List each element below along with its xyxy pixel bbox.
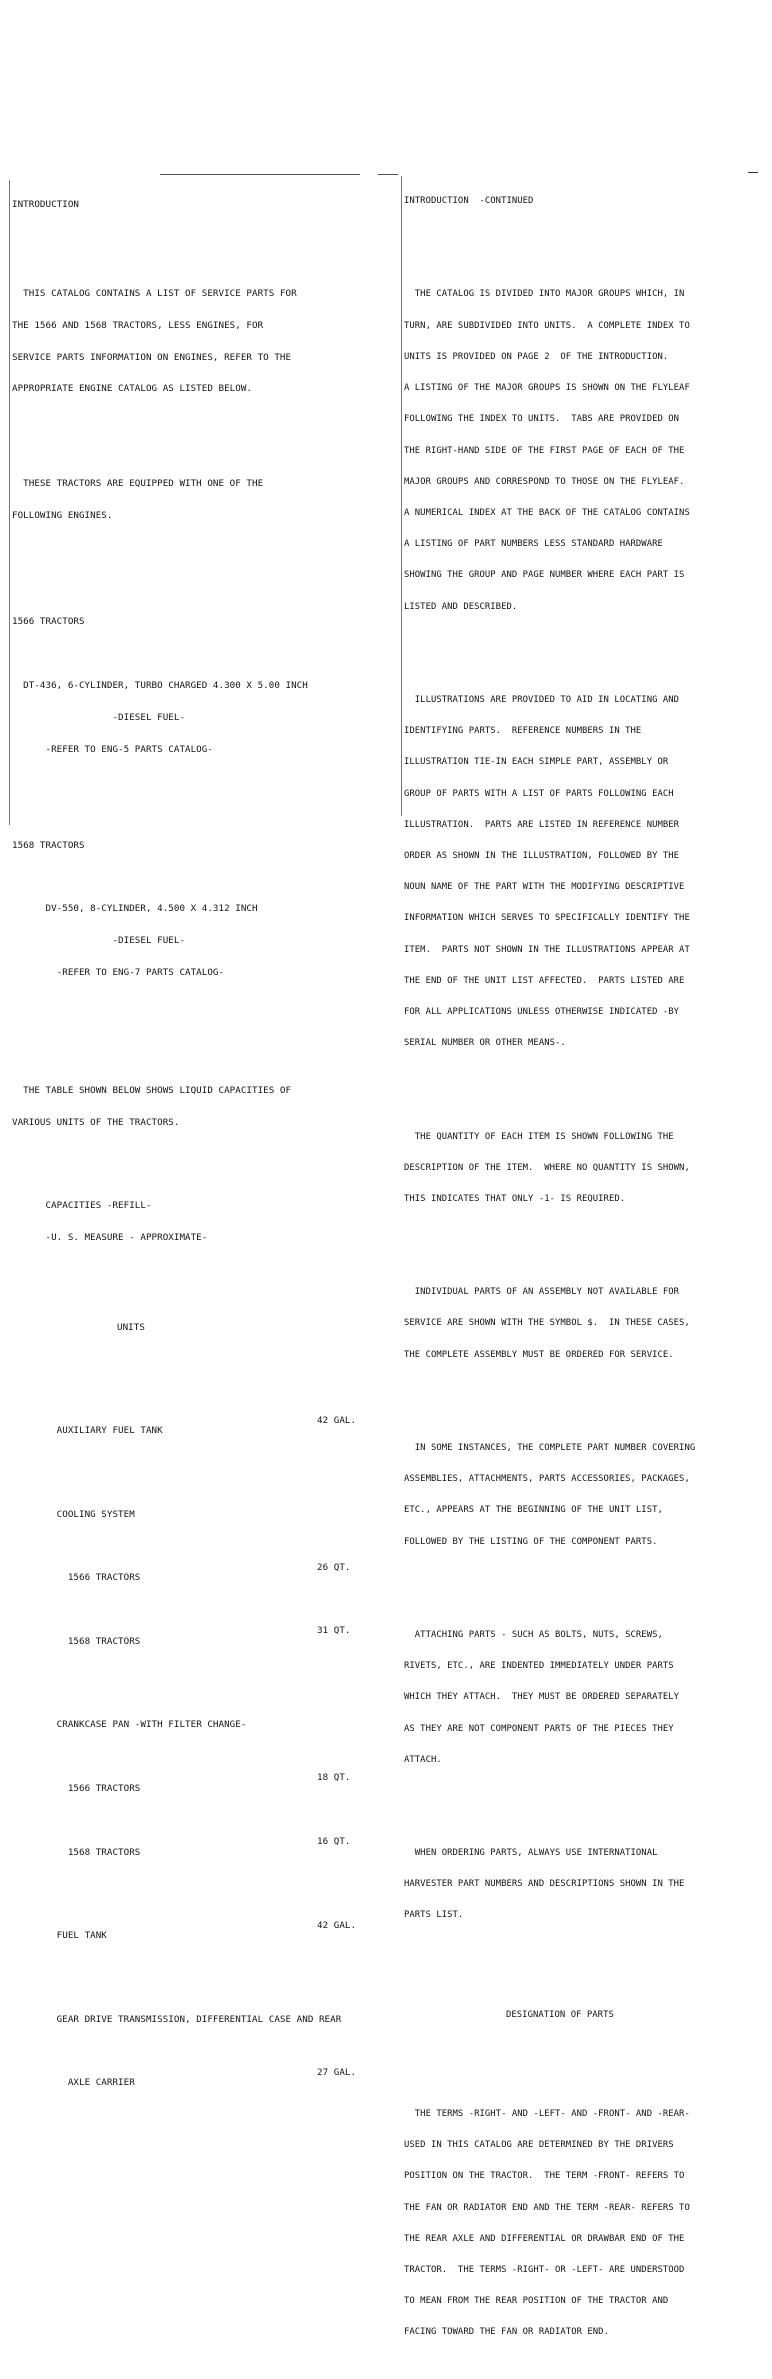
text-line: FOLLOWING ENGINES.: [12, 510, 113, 522]
text-line: FOLLOWED BY THE LISTING OF THE COMPONENT PARTS.: [404, 1536, 658, 1547]
capacity-name: 1566 TRACTORS: [56, 1572, 141, 1584]
text-line: THE TABLE SHOWN BELOW SHOWS LIQUID CAPACITIES OF: [12, 1084, 292, 1096]
capacity-name: AXLE CARRIER: [56, 2077, 135, 2089]
text-line: THIS CATALOG CONTAINS A LIST OF SERVICE PARTS FOR: [12, 287, 297, 299]
table-row: [12, 1414, 357, 1458]
capacity-value: 18 QT.: [317, 1772, 351, 1784]
table-row: [12, 1499, 341, 1541]
text-line: ILLUSTRATION. PARTS ARE LISTED IN REFERENCE NUMBER: [404, 819, 680, 830]
right-heading: INTRODUCTION -CONTINUED: [404, 195, 534, 206]
text-line: ILLUSTRATION TIE-IN EACH SIMPLE PART, ASSEMBLY OR: [404, 757, 669, 768]
text-line: FOR ALL APPLICATIONS UNLESS OTHERWISE INDICATED -BY: [404, 1007, 680, 1018]
intro-paragraph: [12, 268, 341, 416]
paragraph-illustrations: [404, 674, 695, 1069]
paragraph-instances: [404, 1422, 695, 1568]
text-line: TO MEAN FROM THE REAR POSITION OF THE TRACTOR AND: [404, 2296, 669, 2307]
text-line: INDIVIDUAL PARTS OF AN ASSEMBLY NOT AVAILABLE FOR: [404, 1287, 680, 1298]
text-line: UNITS IS PROVIDED ON PAGE 2 OF THE INTRODUCTION.: [404, 351, 669, 362]
tractor-label: 1566 TRACTORS: [12, 616, 85, 628]
capacity-value: 16 QT.: [317, 1835, 351, 1847]
capacity-value: 26 QT.: [317, 1561, 351, 1573]
capacity-value: 31 QT.: [317, 1625, 351, 1637]
capacity-value: 42 GAL.: [317, 1414, 357, 1426]
table-row: [12, 2066, 357, 2110]
text-line: A NUMERICAL INDEX AT THE BACK OF THE CATALOG CONTAINS: [404, 508, 690, 518]
right-margin-bar: [401, 176, 402, 816]
text-line: FACING TOWARD THE FAN OR RADIATOR END.: [404, 2327, 609, 2338]
text-line: -U. S. MEASURE - APPROXIMATE-: [12, 1231, 208, 1243]
designation-title: DESIGNATION OF PARTS: [506, 2009, 614, 2020]
engine-line: -REFER TO ENG-7 PARTS CATALOG-: [12, 966, 225, 978]
text-line: ITEM. PARTS NOT SHOWN IN THE ILLUSTRATIONS APPEAR AT: [404, 944, 690, 955]
paragraph-individual-parts: [404, 1266, 695, 1380]
engine-line: -REFER TO ENG-5 PARTS CATALOG-: [12, 743, 213, 755]
text-line: APPROPRIATE ENGINE CATALOG AS LISTED BELOW.: [12, 383, 252, 395]
right-column: [404, 175, 695, 2379]
paragraph-attaching: [404, 1609, 695, 1786]
tractor-1566-section: [12, 596, 341, 776]
text-line: THE QUANTITY OF EACH ITEM IS SHOWN FOLLOWING THE: [404, 1131, 674, 1142]
paragraph-designation: [404, 2088, 695, 2359]
text-line: A LISTING OF PART NUMBERS LESS STANDARD HARDWARE: [404, 539, 663, 550]
text-line: THE REAR AXLE AND DIFFERENTIAL OR DRAWBAR END OF THE: [404, 2233, 685, 2244]
capacity-name: FUEL TANK: [56, 1930, 107, 1942]
units-label: UNITS: [117, 1321, 145, 1333]
engine-line: -DIESEL FUEL-: [12, 711, 186, 723]
left-column: [12, 179, 357, 2152]
text-line: THE CATALOG IS DIVIDED INTO MAJOR GROUPS WHICH, IN: [404, 289, 685, 300]
table-row: [12, 2004, 341, 2046]
text-line: VARIOUS UNITS OF THE TRACTORS.: [12, 1116, 180, 1128]
text-line: THE COMPLETE ASSEMBLY MUST BE ORDERED FOR SERVICE.: [404, 1349, 674, 1360]
capacity-value: 27 GAL.: [317, 2066, 357, 2078]
text-line: INFORMATION WHICH SERVES TO SPECIFICALLY IDENTIFY THE: [404, 913, 690, 924]
capacities-header: [12, 1180, 341, 1265]
engine-line: DT-436, 6-CYLINDER, TURBO CHARGED 4.300 X 5.00 INCH: [12, 679, 308, 691]
text-line: NOUN NAME OF THE PART WITH THE MODIFYING DESCRIPTIVE: [404, 882, 685, 893]
text-line: THIS INDICATES THAT ONLY -1- IS REQUIRED.: [404, 1194, 626, 1204]
table-row: [12, 1835, 351, 1879]
text-line: SHOWING THE GROUP AND PAGE NUMBER WHERE EACH PART IS: [404, 570, 685, 581]
capacity-name: AUXILIARY FUEL TANK: [56, 1425, 163, 1437]
text-line: ILLUSTRATIONS ARE PROVIDED TO AID IN LOCATING AND: [404, 694, 680, 705]
capacity-name: COOLING SYSTEM: [56, 1508, 135, 1520]
text-line: SERVICE ARE SHOWN WITH THE SYMBOL $. IN THESE CASES,: [404, 1318, 690, 1329]
top-right-mark: [748, 172, 758, 173]
text-line: CAPACITIES -REFILL-: [12, 1199, 152, 1211]
table-row: [12, 1772, 351, 1815]
engine-line: DV-550, 8-CYLINDER, 4.500 X 4.312 INCH: [12, 903, 258, 915]
tractor-label: 1568 TRACTORS: [12, 839, 85, 851]
left-heading: INTRODUCTION: [12, 199, 79, 211]
capacity-name: 1568 TRACTORS: [56, 1846, 141, 1858]
tractor-1568-section: [12, 819, 341, 999]
text-line: MAJOR GROUPS AND CORRESPOND TO THOSE ON THE FLYLEAF.: [404, 476, 685, 487]
text-line: THE END OF THE UNIT LIST AFFECTED. PARTS LISTED ARE: [404, 975, 685, 986]
capacity-name: CRANKCASE PAN -WITH FILTER CHANGE-: [56, 1719, 247, 1731]
top-rule-left: [160, 174, 360, 175]
text-line: WHICH THEY ATTACH. THEY MUST BE ORDERED SEPARATELY: [404, 1692, 680, 1703]
capacity-name: 1566 TRACTORS: [56, 1782, 141, 1794]
text-line: DESCRIPTION OF THE ITEM. WHERE NO QUANTITY IS SHOWN,: [404, 1162, 690, 1173]
text-line: PARTS LIST.: [404, 1910, 464, 1921]
capacity-value: 42 GAL.: [317, 1919, 357, 1931]
text-line: RIVETS, ETC., ARE INDENTED IMMEDIATELY UNDER PARTS: [404, 1661, 674, 1672]
text-line: THE RIGHT-HAND SIDE OF THE FIRST PAGE OF EACH OF THE: [404, 445, 685, 456]
text-line: GROUP OF PARTS WITH A LIST OF PARTS FOLLOWING EACH: [404, 788, 674, 799]
text-line: POSITION ON THE TRACTOR. THE TERM -FRONT- REFERS TO: [404, 2171, 685, 2182]
designation-title-row: [404, 1989, 695, 2041]
engines-paragraph: [12, 458, 341, 543]
capacity-name: GEAR DRIVE TRANSMISSION, DIFFERENTIAL CASE AND REAR: [56, 2013, 342, 2025]
paragraph-ordering: [404, 1827, 695, 1941]
paragraph-quantity: [404, 1111, 695, 1225]
text-line: USED IN THIS CATALOG ARE DETERMINED BY THE DRIVERS: [404, 2140, 674, 2151]
engine-line: -DIESEL FUEL-: [12, 935, 186, 946]
table-intro-paragraph: [12, 1065, 341, 1150]
text-line: ASSEMBLIES, ATTACHMENTS, PARTS ACCESSORIES, PACKAGES,: [404, 1474, 690, 1485]
text-line: HARVESTER PART NUMBERS AND DESCRIPTIONS SHOWN IN THE: [404, 1879, 685, 1890]
text-line: FOLLOWING THE INDEX TO UNITS. TABS ARE PROVIDED ON: [404, 414, 680, 425]
text-line: SERIAL NUMBER OR OTHER MEANS-.: [404, 1038, 566, 1049]
top-rule-right: [378, 174, 398, 175]
table-row: [12, 1919, 357, 1963]
text-line: THE TERMS -RIGHT- AND -LEFT- AND -FRONT- AND -REAR-: [404, 2108, 690, 2119]
text-line: LISTED AND DESCRIBED.: [404, 601, 518, 612]
text-line: ATTACH.: [404, 1754, 442, 1765]
units-label-row: [12, 1302, 341, 1355]
text-line: THE FAN OR RADIATOR END AND THE TERM -REAR- REFERS TO: [404, 2202, 690, 2213]
table-row: [12, 1710, 341, 1752]
text-line: TURN, ARE SUBDIVIDED INTO UNITS. A COMPLETE INDEX TO: [404, 320, 690, 331]
text-line: ORDER AS SHOWN IN THE ILLUSTRATION, FOLLOWED BY THE: [404, 851, 680, 861]
table-row: [12, 1561, 351, 1605]
text-line: ETC., APPEARS AT THE BEGINNING OF THE UNIT LIST,: [404, 1505, 663, 1516]
text-line: SERVICE PARTS INFORMATION ON ENGINES, REFER TO THE: [12, 351, 292, 363]
text-line: IDENTIFYING PARTS. REFERENCE NUMBERS IN THE: [404, 726, 642, 737]
text-line: AS THEY ARE NOT COMPONENT PARTS OF THE PIECES THEY: [404, 1723, 674, 1734]
left-margin-bar: [9, 180, 10, 825]
text-line: ATTACHING PARTS - SUCH AS BOLTS, NUTS, SCREWS,: [404, 1629, 663, 1640]
text-line: IN SOME INSTANCES, THE COMPLETE PART NUMBER COVERING: [404, 1442, 696, 1453]
text-line: TRACTOR. THE TERMS -RIGHT- OR -LEFT- ARE UNDERSTOOD: [404, 2265, 685, 2275]
text-line: THE 1566 AND 1568 TRACTORS, LESS ENGINES, FOR: [12, 319, 264, 331]
text-line: WHEN ORDERING PARTS, ALWAYS USE INTERNATIONAL: [404, 1847, 658, 1858]
text-line: THESE TRACTORS ARE EQUIPPED WITH ONE OF THE: [12, 478, 264, 490]
paragraph-groups: [404, 269, 695, 633]
text-line: A LISTING OF THE MAJOR GROUPS IS SHOWN ON THE FLYLEAF: [404, 383, 690, 394]
capacities-table: [12, 1394, 357, 2131]
table-row: [12, 1625, 351, 1668]
capacity-name: 1568 TRACTORS: [56, 1635, 141, 1647]
